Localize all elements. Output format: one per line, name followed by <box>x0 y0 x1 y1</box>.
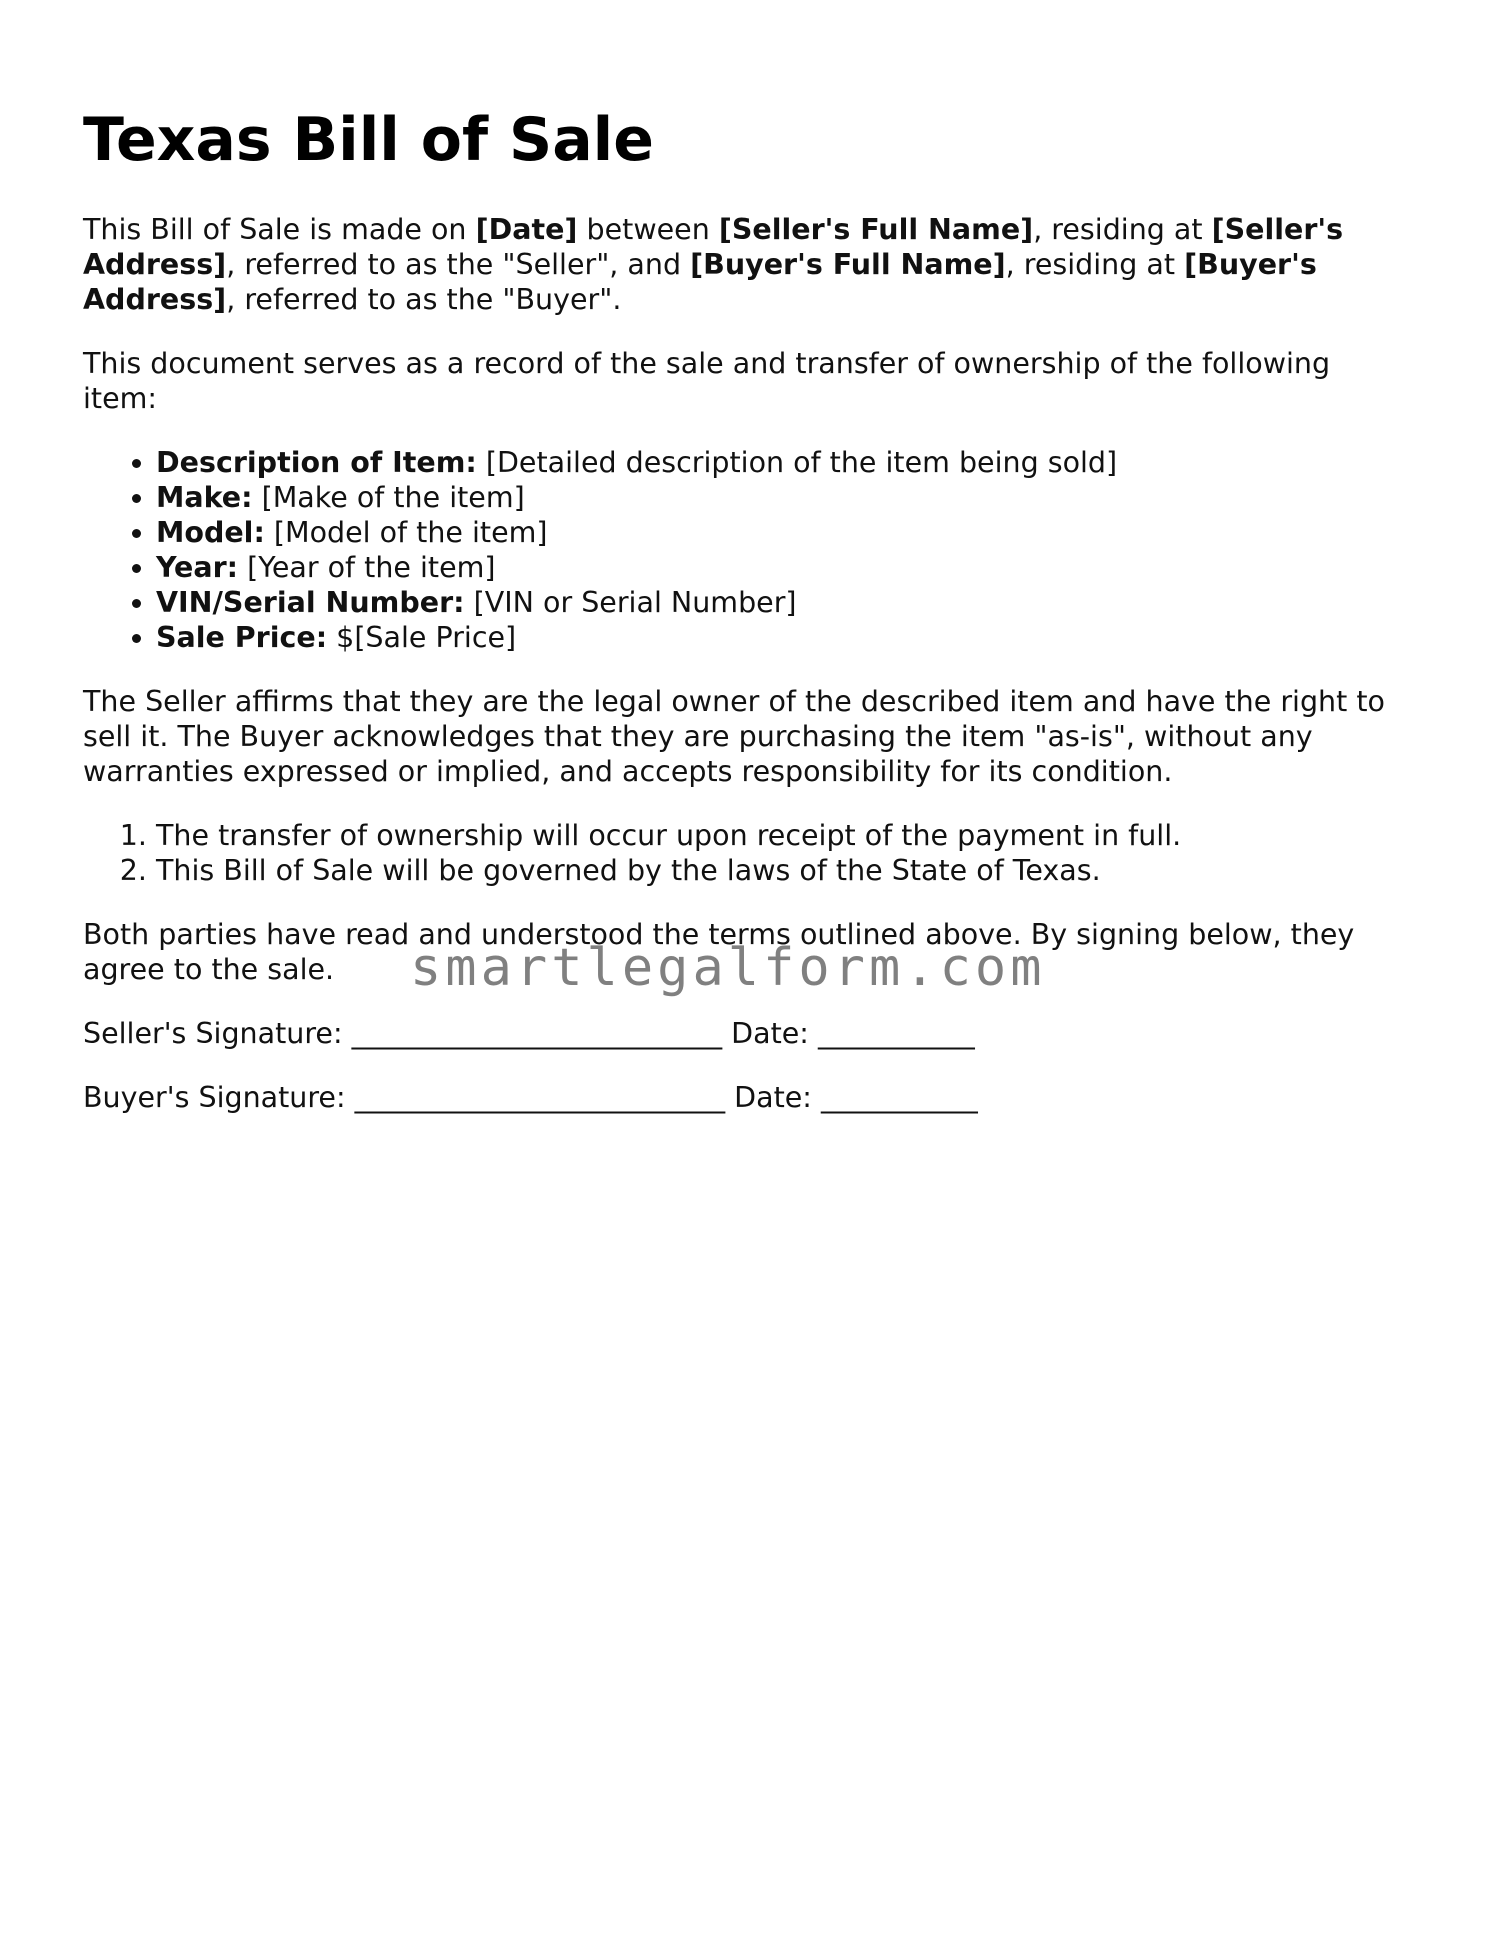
document-title: Texas Bill of Sale <box>83 105 654 175</box>
buyer-address-placeholder: [Buyer's Address] <box>83 248 1317 316</box>
list-item <box>156 620 1413 655</box>
seller-address-placeholder: [Seller's Address] <box>83 213 1344 281</box>
list-item <box>156 480 1413 515</box>
list-item <box>156 550 1413 585</box>
intro-paragraph <box>83 212 1413 317</box>
intro-text-4: , referred to as the "Seller", and <box>226 248 691 281</box>
item-details-list <box>83 445 1413 655</box>
intro-text-3: , residing at <box>1033 213 1212 246</box>
buyer-signature-line: Buyer's Signature: __________________________ Date: ___________ <box>83 1081 978 1114</box>
seller-name-placeholder: [Seller's Full Name] <box>718 213 1034 246</box>
buyer-name-placeholder: [Buyer's Full Name] <box>690 248 1006 281</box>
item-value: [VIN or Serial Number] <box>464 586 797 619</box>
agreement-paragraph: Both parties have read and understood the terms outlined above. By signing below, they agree to the sale. <box>83 918 1355 986</box>
item-value: [Model of the item] <box>264 516 548 549</box>
sale-date-placeholder: [Date] <box>475 213 578 246</box>
item-value: $[Sale Price] <box>327 621 517 654</box>
intro-text-5: , residing at <box>1005 248 1185 281</box>
intro-text-6: , referred to as the "Buyer". <box>226 283 622 316</box>
item-value: [Year of the item] <box>238 551 496 584</box>
list-item <box>156 515 1413 550</box>
list-item <box>156 585 1413 620</box>
list-item: 1. The transfer of ownership will occur upon receipt of the payment in full. <box>156 818 1413 853</box>
list-item <box>156 445 1413 480</box>
list-item: 2. This Bill of Sale will be governed by the laws of the State of Texas. <box>156 853 1413 888</box>
item-label: Make: <box>156 481 253 514</box>
affirmation-paragraph: The Seller affirms that they are the legal owner of the described item and have the right to sell it. The Buyer acknowledges that they are purchasing the item "as-is", without any warranties expressed or implied, and accepts responsibility for its condition. <box>83 685 1385 788</box>
item-label: Model: <box>156 516 265 549</box>
record-statement: This document serves as a record of the sale and transfer of ownership of the following item: <box>83 347 1331 415</box>
item-label: VIN/Serial Number: <box>156 586 465 619</box>
seller-signature-line: Seller's Signature: __________________________ Date: ___________ <box>83 1017 975 1050</box>
item-value: [Detailed description of the item being sold] <box>476 446 1118 479</box>
intro-text-1: This Bill of Sale is made on <box>83 213 476 246</box>
intro-text-2: between <box>577 213 719 246</box>
item-label: Description of Item: <box>156 446 477 479</box>
item-value: [Make of the item] <box>252 481 525 514</box>
watermark-text: smartlegalform.com <box>410 938 1046 998</box>
item-label: Year: <box>156 551 239 584</box>
terms-list <box>83 818 1413 888</box>
item-label: Sale Price: <box>156 621 328 654</box>
